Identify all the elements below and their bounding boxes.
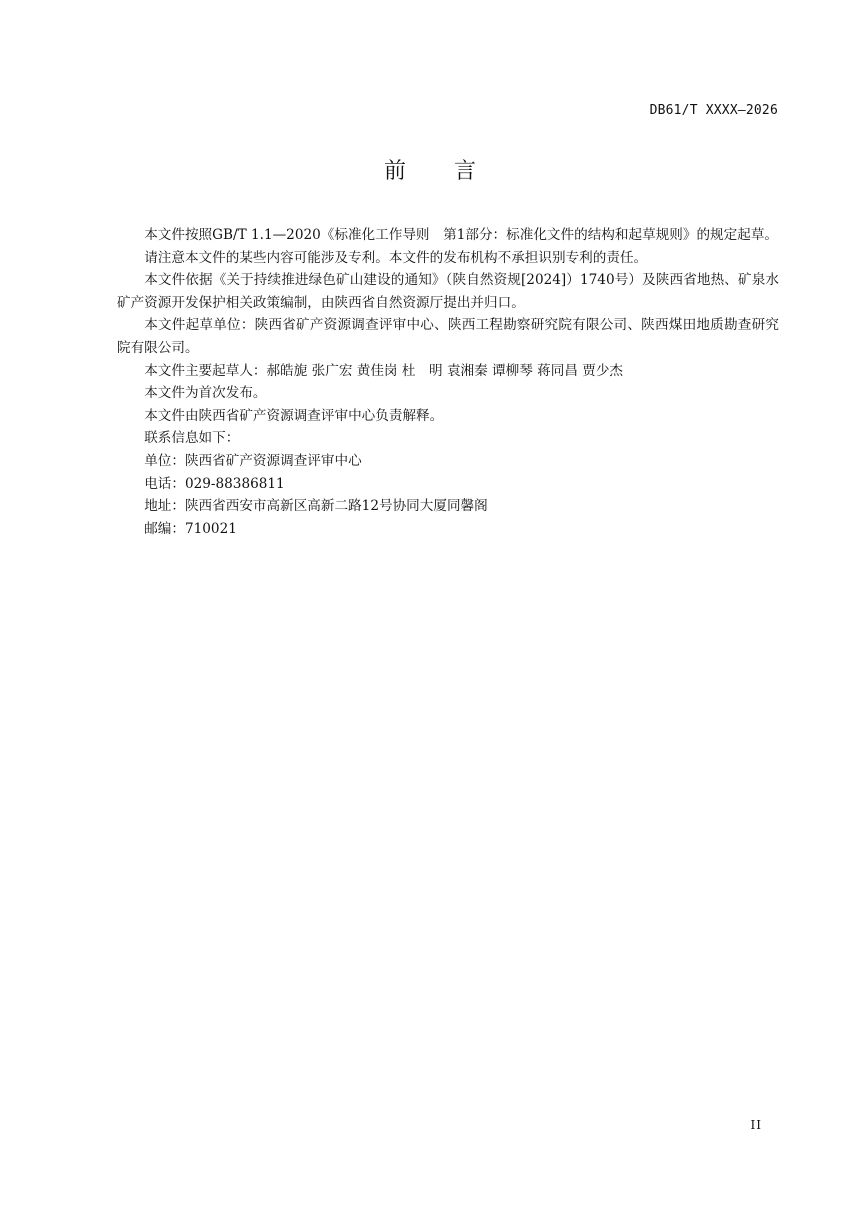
page-number: II — [750, 1118, 762, 1132]
contact-address: 地址：陕西省西安市高新区高新二路12号协同大厦同馨阁 — [144, 498, 488, 515]
paragraph-drafters: 本文件主要起草人：郝皓旎 张广宏 黄佳岗 杜 明 袁湘秦 谭柳琴 蒋同昌 贾少杰 — [144, 362, 624, 379]
paragraph-interpretation: 本文件由陕西省矿产资源调查评审中心负责解释。 — [144, 407, 444, 424]
paragraph-first-release: 本文件为首次发布。 — [144, 385, 267, 402]
contact-postcode: 邮编：710021 — [144, 520, 237, 537]
paragraph-patent-notice: 请注意本文件的某些内容可能涉及专利。本文件的发布机构不承担识别专利的责任。 — [144, 249, 648, 266]
paragraph-drafting-rules: 本文件按照GB/T 1.1—2020《标准化工作导则 第1部分：标准化文件的结构和起草规则》的规定起草。 — [144, 227, 779, 243]
contact-phone: 电话：029-88386811 — [144, 475, 285, 492]
document-code: DB61/T XXXX—2026 — [649, 103, 778, 118]
page-title: 前言 — [383, 159, 524, 184]
foreword-body — [117, 224, 779, 540]
contact-unit: 单位：陕西省矿产资源调查评审中心 — [144, 452, 362, 469]
paragraph-contact-heading: 联系信息如下： — [144, 430, 240, 447]
paragraph-basis: 本文件依据《关于持续推进绿色矿山建设的通知》（陕自然资规[2024]）1740号）及陕西省地热、矿泉水矿产资源开发保护相关政策编制，由陕西省自然资源厅提出并归口。 — [117, 272, 779, 311]
paragraph-drafting-units: 本文件起草单位：陕西省矿产资源调查评审中心、陕西工程勘察研究院有限公司、陕西煤田地质勘查研究院有限公司。 — [117, 317, 779, 356]
